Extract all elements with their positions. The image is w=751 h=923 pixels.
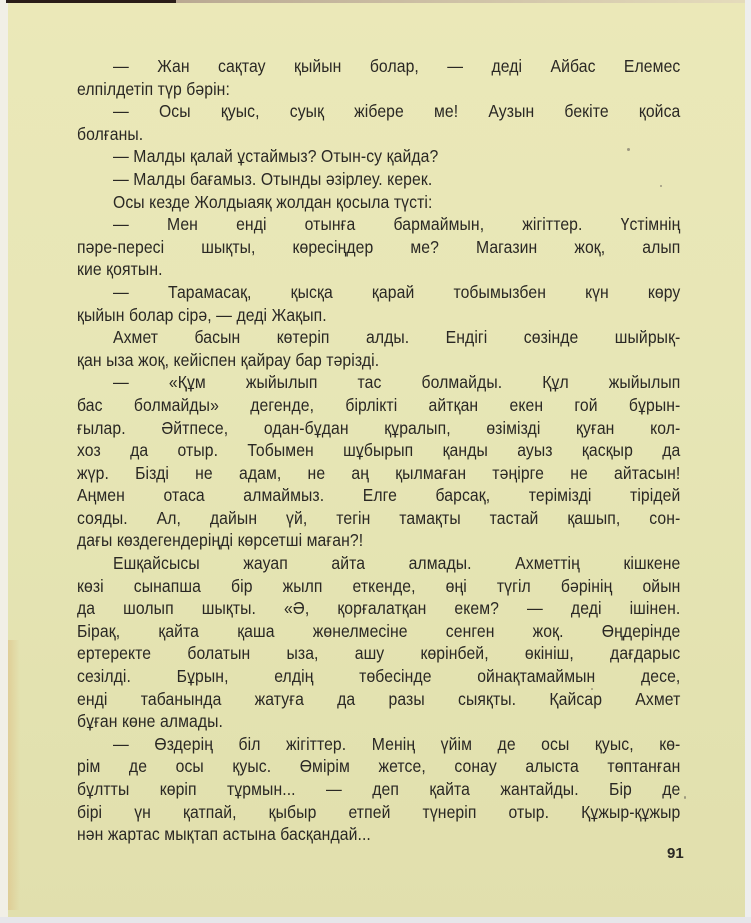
text-line: бұлтты көріп тұрмын... — деп қайта жантайды. Бір де: [77, 779, 681, 799]
text-line: болғаны.: [77, 123, 144, 144]
page-edge-stain: [8, 640, 20, 910]
text-line: — «Құм жыйылып тас болмайды. Құл жыйылып: [113, 372, 681, 393]
speck: [684, 796, 686, 799]
left-margin-shade: [0, 0, 8, 923]
text-line: бірі үн қатпай, қыбыр етпей түнеріп отыр. Құжыр-құжыр: [77, 801, 681, 822]
text-line: — Жан сақтау қыйын болар, — деді Айбас Елемес: [113, 56, 681, 76]
text-line: қыйын болар сірә, — деді Жақып.: [77, 304, 327, 325]
text-line: сезілді. Бұрын, елдің төбесінде ойнақтамаймын десе,: [77, 666, 681, 687]
text-line: сояды. Ал, дайын үй, тегін тамақты тастай қашып, сон-: [77, 507, 681, 528]
right-scan-border: [745, 0, 751, 923]
text-line: хоз да отыр. Тобымен шұбырып қанды ауыз қасқыр да: [77, 440, 681, 461]
text-line: — Осы қуыс, суық жібере ме! Аузын бекіте қойса: [113, 101, 681, 122]
text-line: — Өздерің біл жігіттер. Менің үйім де осы қуыс, кө-: [113, 733, 681, 754]
text-line: нән жартас мықтап астына басқандай...: [77, 824, 371, 845]
text-line: Аңмен отаса алмаймыз. Елге барсақ, терімізді тірідей: [77, 485, 681, 506]
text-line: жүр. Бізді не адам, не аң қылмаған тәңірге не айтасын!: [77, 462, 681, 483]
text-line: Ахмет басын көтеріп алды. Ендігі сөзінде шыйрық-: [113, 327, 681, 348]
top-edge-shadow: [176, 0, 751, 3]
text-line: — Тарамасақ, қысқа қарай тобымызбен күн көру: [113, 281, 681, 302]
text-line: Ешқайсысы жауап айта алмады. Ахметтің кішкене: [113, 553, 681, 574]
bottom-scan-border: [0, 917, 751, 923]
text-line: бұған көне алмады.: [77, 711, 224, 732]
text-line: ертеректе болатын ыза, ашу көрінбей, өкініш, дағдарыс: [77, 643, 681, 664]
page-number: 91: [667, 845, 684, 862]
top-dark-edge: [6, 0, 176, 3]
text-line: қан ыза жоқ, кейіспен қайрау бар тәрізді.: [77, 349, 380, 370]
text-line: елпілдетіп түр бәрін:: [77, 78, 230, 99]
text-line: енді табанында жатуға да разы сыяқты. Қайсар Ахмет: [77, 688, 681, 709]
text-line: Осы кезде Жолдыаяқ жолдан қосыла түсті:: [113, 191, 433, 212]
body-text: [77, 55, 681, 846]
text-line: бас болмайды» дегенде, бірлікті айтқан екен гой бұрын-: [77, 394, 681, 415]
text-line: да шолып шықты. «Ә, қорғалатқан екем? — деді ішінен.: [77, 598, 681, 619]
text-line: көзі сынапша бір жылп еткенде, өңі түгіл бәрінің ойын: [77, 575, 681, 596]
text-line: Бірақ, қайта қаша жөнелмесіне сенген жоқ. Өңдерінде: [77, 620, 681, 641]
text-line: — Малды қалай ұстаймыз? Отын-су қайда?: [113, 146, 439, 167]
text-line: ғылар. Әйтпесе, одан-бұдан құралып, өзімізді қуған кол-: [77, 417, 681, 438]
text-line: кие қоятын.: [77, 259, 163, 280]
text-line: пәре-пересі шықты, көресіңдер ме? Магазин жоқ, алып: [77, 236, 681, 257]
text-line: — Мен енді отынға бармаймын, жігіттер. Үстімнің: [113, 214, 681, 235]
text-line: — Малды бағамыз. Отынды әзірлеу. керек.: [113, 168, 433, 189]
text-line: дағы көздегендеріңді көрсетші маған?!: [77, 530, 364, 551]
text-line: рім де осы қуыс. Өмірім жетсе, сонау алыста төптанған: [77, 756, 681, 777]
